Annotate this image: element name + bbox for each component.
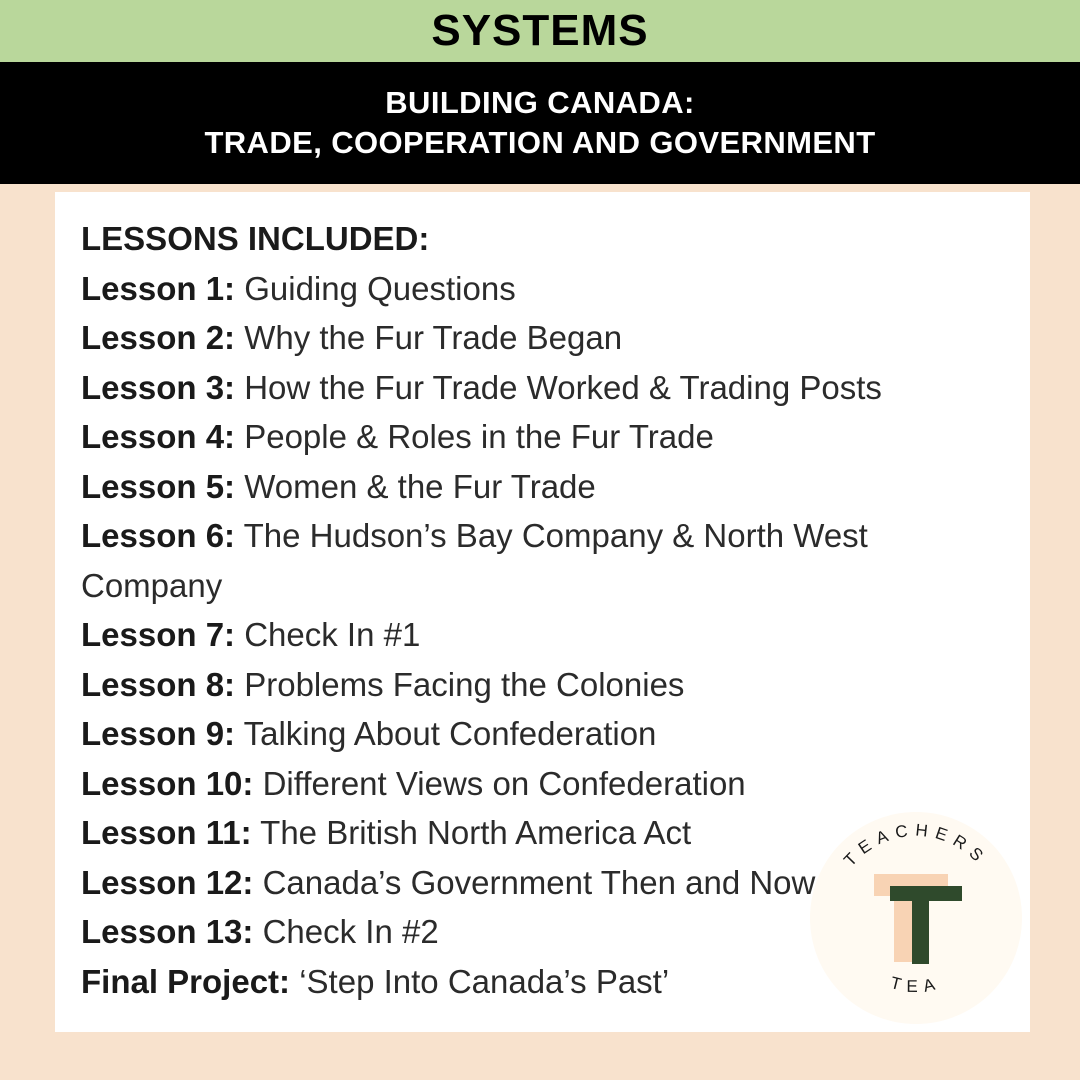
lesson-text: Check In #1 (244, 616, 421, 653)
lesson-line (81, 759, 1000, 809)
lesson-text: Talking About Confederation (243, 715, 657, 752)
lessons-card (55, 192, 1030, 1032)
lesson-line (81, 363, 1000, 413)
lesson-label: Lesson 5: (81, 467, 236, 505)
logo-monogram-t (868, 870, 964, 966)
title-line-1: BUILDING CANADA: (385, 85, 695, 121)
lesson-text: How the Fur Trade Worked & Trading Posts (244, 368, 882, 406)
lesson-label: Lesson 11: (81, 814, 252, 851)
lesson-label: Lesson 4: (81, 418, 236, 455)
lesson-line (81, 660, 1000, 710)
lesson-text: The Hudson’s Bay Company & North West Company (81, 517, 868, 604)
lesson-label: Lesson 9: (81, 715, 236, 752)
lesson-line (81, 264, 1000, 314)
lesson-text: Different Views on Confederation (262, 764, 746, 802)
lesson-label: Lesson 2: (81, 319, 236, 356)
subject-title: SYSTEMS (431, 6, 649, 55)
lesson-text: People & Roles in the Fur Trade (244, 418, 714, 455)
lesson-line (81, 709, 1000, 759)
lesson-label: Lesson 3: (81, 368, 236, 406)
lesson-text: The British North America Act (260, 814, 692, 851)
lesson-label: Lesson 6: (81, 517, 236, 554)
lesson-text: Canada’s Government Then and Now (262, 863, 816, 901)
lesson-text: Guiding Questions (244, 269, 516, 307)
lessons-heading: LESSONS INCLUDED: (81, 220, 430, 257)
title-banner (0, 62, 1080, 184)
lesson-label: Lesson 10: (81, 764, 254, 802)
lesson-label: Lesson 7: (81, 616, 236, 653)
title-line-2: TRADE, COOPERATION AND GOVERNMENT (204, 125, 876, 160)
lesson-line (81, 462, 1000, 512)
lesson-line (81, 610, 1000, 660)
lesson-label: Lesson 13: (81, 913, 254, 950)
lesson-text: ‘Step Into Canada’s Past’ (299, 962, 670, 1000)
logo-t-green-stem (912, 886, 929, 964)
lesson-text: Problems Facing the Colonies (244, 665, 685, 703)
subject-banner (0, 0, 1080, 62)
lesson-text: Why the Fur Trade Began (244, 319, 623, 356)
lesson-line (81, 511, 1000, 610)
lesson-label: Lesson 8: (81, 665, 236, 703)
lesson-text: Check In #2 (262, 913, 439, 950)
svg-text:TEA: TEA (888, 973, 944, 997)
lesson-line (81, 412, 1000, 462)
lesson-label: Lesson 12: (81, 863, 254, 901)
lesson-text: Women & the Fur Trade (244, 467, 596, 505)
svg-text:TEACHERS: TEACHERS (840, 820, 992, 870)
teachers-tea-logo (810, 812, 1022, 1024)
lesson-label: Lesson 1: (81, 269, 236, 307)
lesson-line (81, 313, 1000, 363)
lesson-label: Final Project: (81, 962, 291, 1000)
